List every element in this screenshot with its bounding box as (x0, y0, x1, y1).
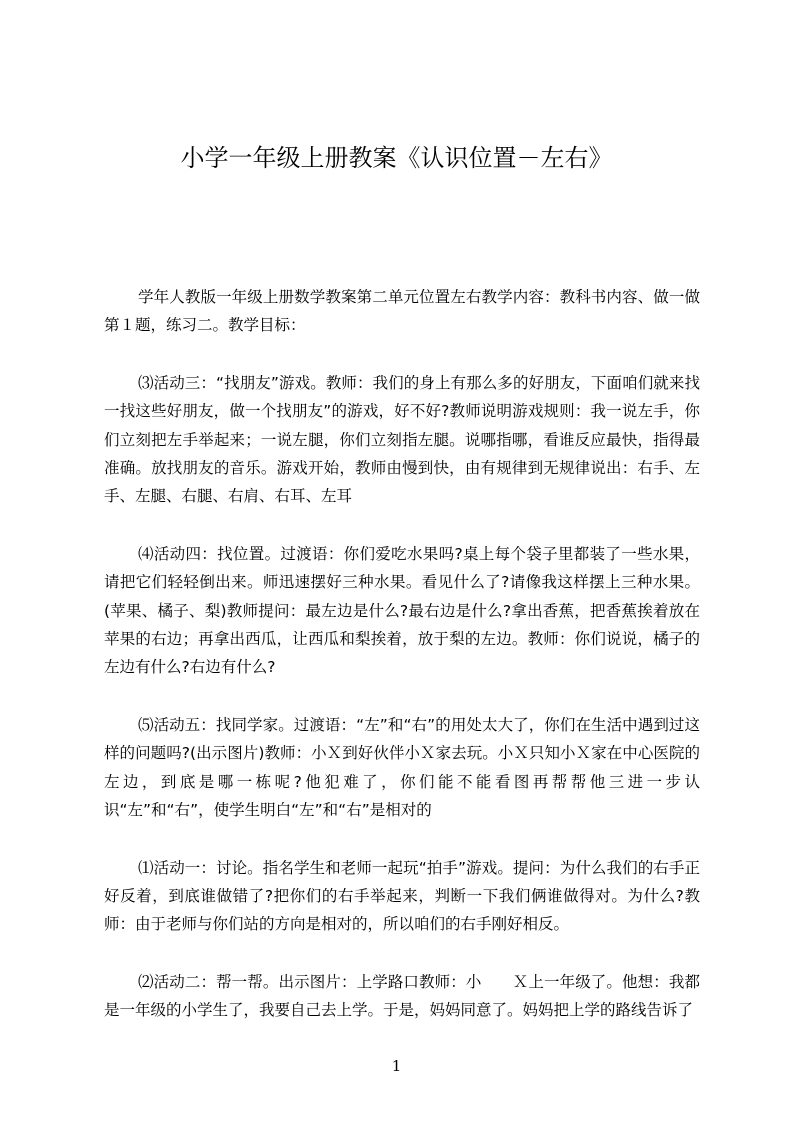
paragraph-activity-2: ⑵活动二：帮一帮。出示图片：上学路口教师：小 Ｘ上一年级了。他想：我都是一年级的小学生了，我要自己去上学。于是，妈妈同意了。妈妈把上学的路线告诉了 (104, 972, 700, 1020)
page-number: 1 (391, 1057, 402, 1075)
paragraph-activity-4: ⑷活动四：找位置。过渡语：你们爱吃水果吗?桌上每个袋子里都装了一些水果，请把它们轻轻倒出来。师迅速摆好三种水果。看见什么了?请像我这样摆上三种水果。(苹果、橘子、梨)教师提问：最左边是什么?最右边是什么?拿出香蕉，把香蕉挨着放在苹果的右边；再拿出西瓜，让西瓜和梨挨着，放于梨的左边。教师：你们说说，橘子的左边有什么?右边有什么? (104, 544, 700, 677)
paragraph-intro: 学年人教版一年级上册数学教案第二单元位置左右教学内容：教科书内容、做一做第１题，练习二。教学目标： (104, 288, 700, 335)
document-body (104, 283, 700, 1054)
page-title: 小学一年级上册教案《认识位置－左右》 (180, 144, 613, 172)
paragraph-activity-3: ⑶活动三：“找朋友”游戏。教师：我们的身上有那么多的好朋友，下面咱们就来找一找这些好朋友，做一个找朋友”的游戏，好不好?教师说明游戏规则：我一说左手，你们立刻把左手举起来；一说左腿，你们立刻指左腿。说哪指哪，看谁反应最快，指得最准确。放找朋友的音乐。游戏开始，教师由慢到快，由有规律到无规律说出：右手、左手、左腿、右腿、右肩、右耳、左耳 (104, 373, 700, 506)
paragraph-activity-1: ⑴活动一：讨论。指名学生和老师一起玩“拍手”游戏。提问：为什么我们的右手正好反着，到底谁做错了?把你们的右手举起来，判断一下我们俩谁做得对。为什么?教师：由于老师与你们站的方向是相对的，所以咱们的右手刚好相反。 (104, 858, 700, 934)
paragraph-activity-5: ⑸活动五：找同学家。过渡语：“左”和“右”的用处太大了，你们在生活中遇到过这样的问题吗?(出示图片)教师：小Ｘ到好伙伴小Ｘ家去玩。小Ｘ只知小Ｘ家在中心医院的左边，到底是哪一栋呢?他犯难了，你们能不能看图再帮帮他三进一步认识“左”和“右”，使学生明白“左”和“右”是相对的 (104, 715, 700, 820)
